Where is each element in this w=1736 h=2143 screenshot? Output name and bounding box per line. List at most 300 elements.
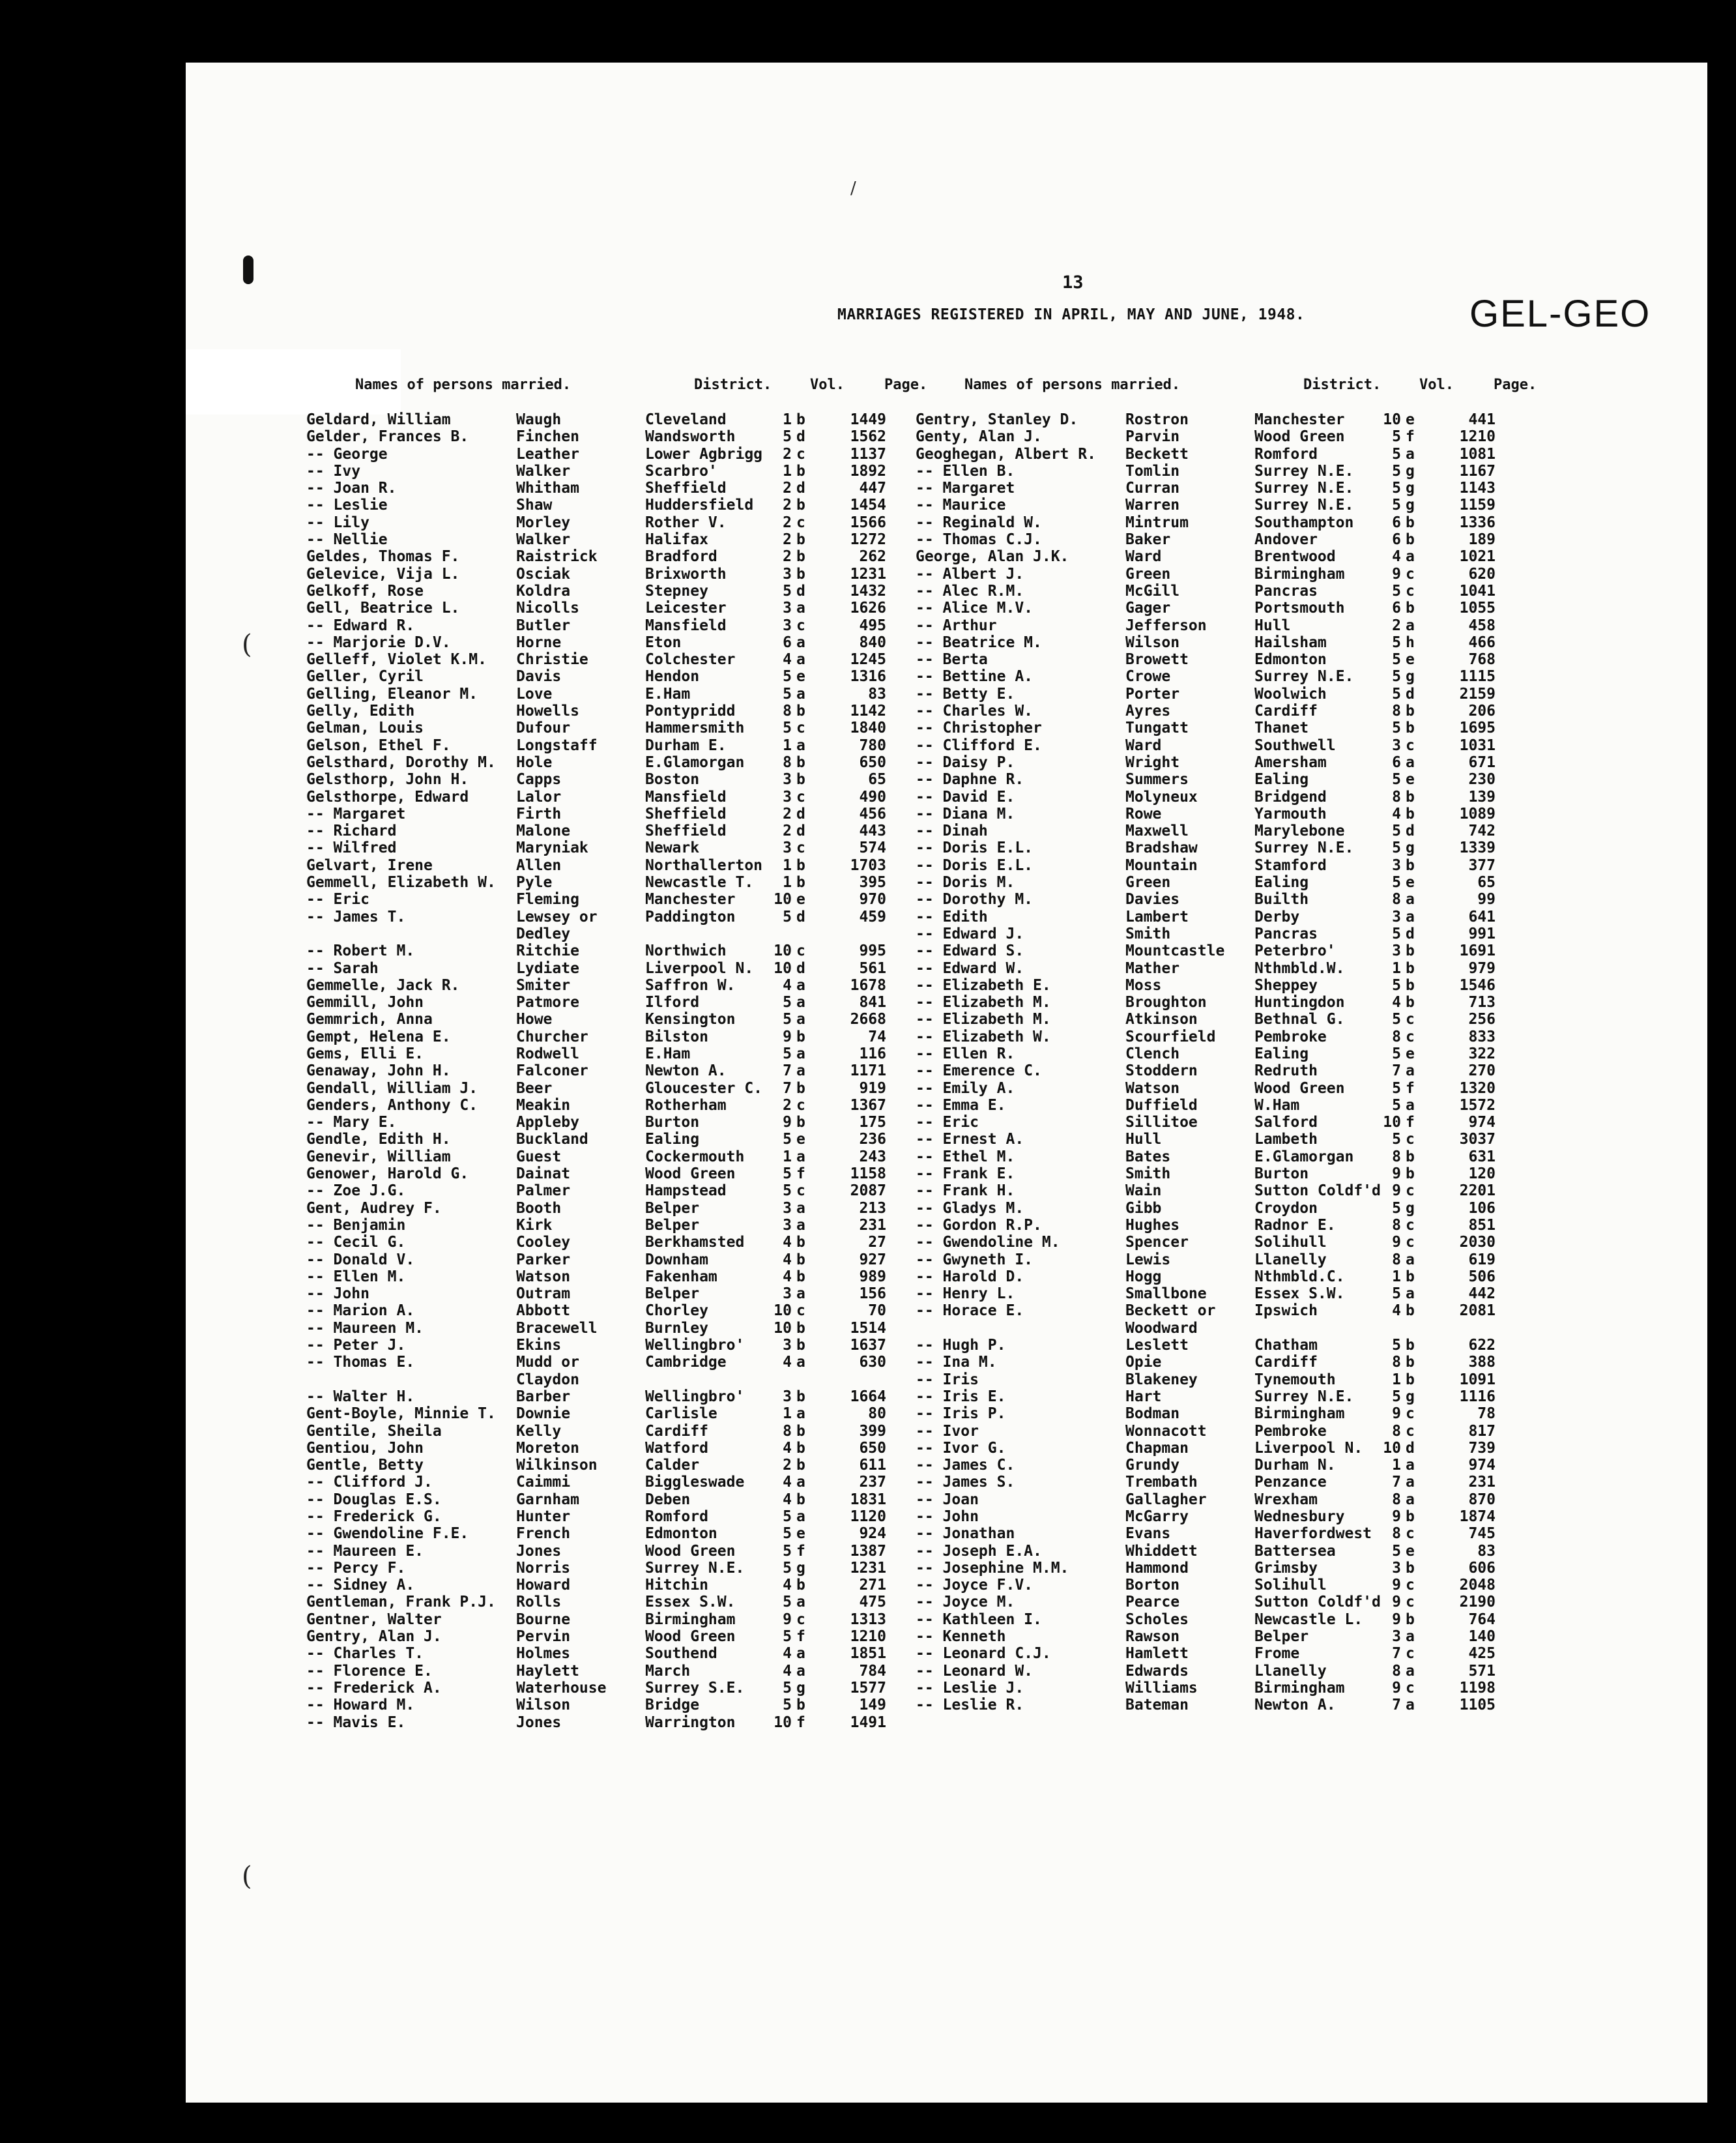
entry-volume: 7	[783, 1062, 792, 1080]
entry-volume: 5	[783, 428, 792, 446]
entry-volume-letter: b	[1406, 1302, 1415, 1320]
entry-page: 1313	[850, 1611, 886, 1628]
entry-page: 65	[868, 771, 886, 789]
entry-volume-letter: c	[1406, 1028, 1415, 1045]
entry-district: Pembroke	[1254, 1028, 1327, 1045]
entry-district: Huddersfield	[645, 497, 754, 514]
entry-name: Gelman, Louis	[306, 720, 424, 737]
entry-volume-letter: b	[1406, 1354, 1415, 1371]
entry-page: 1367	[850, 1096, 886, 1114]
entry-volume: 5	[1392, 668, 1401, 686]
entry-district: Calder	[645, 1457, 700, 1474]
entry-spouse-surname: Nicolls	[516, 600, 579, 617]
entry-volume-letter: d	[796, 582, 805, 600]
entry-district: Northwich	[645, 942, 727, 960]
entry-district: Edmonton	[1254, 651, 1327, 669]
entry-spouse-surname: Sillitoe	[1125, 1114, 1198, 1131]
entry-volume: 10	[774, 942, 792, 960]
entry-page: 742	[1468, 823, 1496, 840]
entry-spouse-surname: Guest	[516, 1148, 562, 1165]
entry-volume: 5	[783, 1182, 792, 1200]
entry-volume: 4	[783, 1268, 792, 1285]
entry-volume-letter: b	[796, 1697, 805, 1714]
entry-spouse-surname: Kelly	[516, 1422, 562, 1440]
entry-volume-letter: g	[1406, 1388, 1415, 1405]
entry-volume: 8	[1392, 1148, 1401, 1165]
entry-name: -- Richard	[306, 823, 397, 840]
entry-volume: 6	[783, 634, 792, 651]
entry-district: Frome	[1254, 1645, 1300, 1663]
entry-volume-letter: g	[796, 1559, 805, 1577]
entry-volume-letter: a	[796, 1148, 805, 1165]
entry-volume: 8	[1392, 891, 1401, 909]
entry-page: 395	[859, 874, 886, 892]
entry-volume-letter: b	[796, 565, 805, 583]
entry-spouse-surname: Warren	[1125, 497, 1180, 514]
entry-page: 1637	[850, 1337, 886, 1354]
entry-volume-letter: c	[1406, 1645, 1415, 1663]
entry-volume-letter: d	[1406, 925, 1415, 942]
entry-volume: 10	[774, 891, 792, 909]
entry-page: 495	[859, 617, 886, 634]
entry-district: Croydon	[1254, 1199, 1318, 1217]
entry-spouse-surname: Davies	[1125, 891, 1180, 909]
entry-name: Genevir, William	[306, 1148, 451, 1165]
entry-volume-letter: c	[1406, 1234, 1415, 1251]
entry-volume: 1	[1392, 1268, 1401, 1285]
entry-volume: 10	[1383, 411, 1401, 428]
entry-page: 262	[859, 548, 886, 566]
entry-volume-letter: c	[796, 942, 805, 960]
entry-volume: 2	[783, 531, 792, 549]
entry-district: Romford	[645, 1508, 708, 1525]
entry-district: Newcastle T.	[645, 874, 754, 892]
entry-district: Lambeth	[1254, 1131, 1318, 1148]
entry-page: 650	[859, 1439, 886, 1457]
entry-spouse-surname: Duffield	[1125, 1096, 1198, 1114]
entry-district: Ipswich	[1254, 1302, 1318, 1320]
entry-district: Hampstead	[645, 1182, 727, 1200]
entry-spouse-surname: Leslett	[1125, 1337, 1189, 1354]
entry-volume: 10	[1383, 1439, 1401, 1457]
entry-name: Gentile, Sheila	[306, 1422, 442, 1440]
entry-volume: 8	[1392, 1422, 1401, 1440]
entry-volume: 5	[1392, 823, 1401, 840]
entry-volume: 3	[783, 600, 792, 617]
entry-volume: 8	[1392, 703, 1401, 720]
entry-volume-letter: b	[1406, 959, 1415, 977]
entry-volume-letter: b	[1406, 1559, 1415, 1577]
entry-page: 2081	[1459, 1302, 1496, 1320]
entry-volume: 3	[783, 1337, 792, 1354]
entry-volume-letter: b	[796, 1439, 805, 1457]
entry-name: -- Sidney A.	[306, 1577, 415, 1594]
entry-name: -- Iris E.	[916, 1388, 1006, 1405]
entry-volume: 5	[783, 994, 792, 1012]
entry-name: -- Alec R.M.	[916, 582, 1024, 600]
entry-volume-letter: b	[1406, 1337, 1415, 1354]
entry-spouse-surname: Booth	[516, 1199, 562, 1217]
entry-volume: 5	[783, 582, 792, 600]
entry-page: 1089	[1459, 805, 1496, 823]
entry-spouse-surname: Green	[1125, 565, 1171, 583]
entry-spouse-surname: Fleming	[516, 891, 579, 909]
entry-page: 1091	[1459, 1371, 1496, 1388]
entry-name: -- Ellen R.	[916, 1045, 1015, 1062]
entry-volume-letter: a	[1406, 1062, 1415, 1080]
entry-district: Wednesbury	[1254, 1508, 1345, 1525]
entry-name: -- Maurice	[916, 497, 1006, 514]
entry-volume: 1	[783, 462, 792, 480]
entry-volume: 3	[1392, 856, 1401, 874]
entry-name: -- Edith	[916, 908, 988, 926]
entry-spouse-surname: Capps	[516, 771, 562, 789]
entry-district: Berkhamsted	[645, 1234, 745, 1251]
entry-district: Wrexham	[1254, 1491, 1318, 1508]
entry-page: 106	[1468, 1199, 1496, 1217]
entry-district: Solihull	[1254, 1577, 1327, 1594]
entry-page: 622	[1468, 1337, 1496, 1354]
entry-volume-letter: a	[796, 1405, 805, 1423]
entry-volume: 3	[783, 788, 792, 806]
entry-volume-letter: a	[796, 1508, 805, 1525]
entry-volume-letter: c	[796, 720, 805, 737]
entry-name: -- Benjamin	[306, 1216, 406, 1234]
entry-name: -- Margaret	[916, 480, 1015, 497]
entry-volume: 4	[783, 1662, 792, 1680]
entry-volume-letter: a	[1406, 1096, 1415, 1114]
entry-spouse-surname: Blakeney	[1125, 1371, 1198, 1388]
header-page: Page.	[884, 377, 928, 393]
entry-page: 1158	[850, 1165, 886, 1183]
entry-page: 237	[859, 1474, 886, 1491]
entry-name: -- Ivor G.	[916, 1439, 1006, 1457]
entry-spouse-surname: Maxwell	[1125, 823, 1189, 840]
entry-district: Northallerton	[645, 856, 763, 874]
entry-district: Belper	[645, 1285, 700, 1303]
entry-page: 388	[1468, 1354, 1496, 1371]
entry-volume: 3	[783, 565, 792, 583]
entry-spouse-surname: Parvin	[1125, 428, 1180, 446]
entry-name: -- Clifford J.	[306, 1474, 433, 1491]
entry-district: Sheffield	[645, 823, 727, 840]
entry-district: Eton	[645, 634, 682, 651]
entry-district: Saffron W.	[645, 976, 736, 994]
entry-page: 1691	[1459, 942, 1496, 960]
entry-volume: 1	[1392, 959, 1401, 977]
entry-page: 1831	[850, 1491, 886, 1508]
entry-volume: 5	[1392, 874, 1401, 892]
entry-page: 1432	[850, 582, 886, 600]
entry-page: 65	[1477, 874, 1496, 892]
entry-spouse-surname: Howells	[516, 703, 579, 720]
entry-volume: 1	[1392, 1457, 1401, 1474]
entry-name: -- Frederick G.	[306, 1508, 442, 1525]
entry-volume: 7	[1392, 1474, 1401, 1491]
entry-volume: 2	[1392, 617, 1401, 634]
entry-spouse-surname: Atkinson	[1125, 1011, 1198, 1028]
entry-spouse-surname: Smith	[1125, 1165, 1171, 1183]
entry-volume: 3	[783, 839, 792, 857]
header-names: Names of persons married.	[355, 377, 571, 393]
entry-volume: 5	[783, 685, 792, 703]
entry-spouse-surname: Palmer	[516, 1182, 571, 1200]
entry-page: 768	[1468, 651, 1496, 669]
entry-volume: 4	[783, 1474, 792, 1491]
entry-spouse-surname: Ritchie	[516, 942, 579, 960]
entry-name: -- Margaret	[306, 805, 406, 823]
entry-district: Yarmouth	[1254, 805, 1327, 823]
entry-spouse-surname: Buckland	[516, 1131, 588, 1148]
entry-name: -- Charles T.	[306, 1645, 424, 1663]
entry-page: 70	[868, 1302, 886, 1320]
entry-spouse-surname: Beckett or	[1125, 1302, 1216, 1320]
entry-spouse-surname: Hogg	[1125, 1268, 1162, 1285]
entry-name: -- Christopher	[916, 720, 1042, 737]
entry-volume: 4	[783, 1251, 792, 1268]
entry-district: Ilford	[645, 994, 700, 1012]
entry-page: 270	[1468, 1062, 1496, 1080]
entry-volume-letter: b	[796, 1337, 805, 1354]
entry-volume: 5	[1392, 1096, 1401, 1114]
entry-volume: 3	[783, 1216, 792, 1234]
entry-district: Cleveland	[645, 411, 727, 428]
entry-volume-letter: b	[796, 1491, 805, 1508]
entry-page: 1171	[850, 1062, 886, 1080]
entry-spouse-surname: Wain	[1125, 1182, 1162, 1200]
entry-name: Gent-Boyle, Minnie T.	[306, 1405, 496, 1423]
entry-name: -- Horace E.	[916, 1302, 1024, 1320]
entry-name: -- Ina M.	[916, 1354, 997, 1371]
entry-name: Gelly, Edith	[306, 703, 415, 720]
entry-page: 1577	[850, 1679, 886, 1697]
entry-spouse-surname: Stoddern	[1125, 1062, 1198, 1080]
entry-page: 840	[859, 634, 886, 651]
margin-mark: (	[242, 630, 252, 660]
entry-page: 243	[859, 1148, 886, 1165]
entry-spouse-surname: Barber	[516, 1388, 571, 1405]
entry-district: Pembroke	[1254, 1422, 1327, 1440]
entry-volume: 5	[1392, 1285, 1401, 1303]
entry-page: 399	[859, 1422, 886, 1440]
entry-name: Geldard, William	[306, 411, 451, 428]
entry-spouse-surname: Ekins	[516, 1337, 562, 1354]
entry-spouse-surname: Lambert	[1125, 908, 1189, 926]
entry-volume-letter: f	[1406, 428, 1415, 446]
entry-volume-letter: a	[1406, 617, 1415, 634]
entry-volume: 9	[783, 1611, 792, 1628]
entry-spouse-surname: Hole	[516, 753, 553, 771]
entry-page: 140	[1468, 1628, 1496, 1646]
entry-volume-letter: a	[796, 1474, 805, 1491]
entry-district: Sutton Coldf'd	[1254, 1182, 1381, 1200]
entry-district: Thanet	[1254, 720, 1309, 737]
entry-page: 713	[1468, 994, 1496, 1012]
entry-page: 1120	[850, 1508, 886, 1525]
entry-spouse-surname: Lewsey or	[516, 908, 598, 926]
entry-spouse-surname: Patmore	[516, 994, 579, 1012]
entry-volume-letter: c	[796, 839, 805, 857]
entry-district: Durham N.	[1254, 1457, 1336, 1474]
entry-volume-letter: e	[796, 1525, 805, 1543]
entry-name: -- Jonathan	[916, 1525, 1015, 1543]
entry-spouse-surname: Scholes	[1125, 1611, 1189, 1628]
entry-spouse-surname: Porter	[1125, 685, 1180, 703]
entry-page: 83	[1477, 1542, 1496, 1560]
entry-spouse-surname: Watson	[1125, 1079, 1180, 1097]
entry-volume-letter: c	[796, 788, 805, 806]
entry-volume-letter: b	[796, 1319, 805, 1337]
entry-district: Ealing	[1254, 874, 1309, 892]
entry-district: Wellingbro'	[645, 1337, 745, 1354]
entry-name: Gems, Elli E.	[306, 1045, 424, 1062]
entry-spouse-surname: Pyle	[516, 874, 553, 892]
entry-name: Gelling, Eleanor M.	[306, 685, 478, 703]
entry-name: -- Florence E.	[306, 1662, 433, 1680]
entry-district: Sheffield	[645, 480, 727, 497]
entry-page: 1892	[850, 462, 886, 480]
entry-name: -- George	[306, 445, 388, 463]
entry-page: 206	[1468, 703, 1496, 720]
entry-spouse-surname: Holmes	[516, 1645, 571, 1663]
entry-name: -- Mavis E.	[306, 1713, 406, 1731]
entry-volume: 5	[1392, 651, 1401, 669]
entry-page: 447	[859, 480, 886, 497]
entry-district: Birmingham	[1254, 1405, 1345, 1423]
entry-district: Romford	[1254, 445, 1318, 463]
entry-volume-letter: f	[796, 1713, 805, 1731]
entry-volume: 3	[783, 1285, 792, 1303]
entry-volume-letter: a	[1406, 1474, 1415, 1491]
entry-volume: 9	[1392, 1594, 1401, 1611]
entry-page: 1840	[850, 720, 886, 737]
entry-name: -- Maureen M.	[306, 1319, 424, 1337]
entry-spouse-surname: Falconer	[516, 1062, 588, 1080]
entry-district: Birmingham	[1254, 1679, 1345, 1697]
entry-name: Gemmrich, Anna	[306, 1011, 433, 1028]
entry-volume: 6	[1392, 600, 1401, 617]
entry-district: Ealing	[1254, 771, 1309, 789]
entry-spouse-surname: Bateman	[1125, 1697, 1189, 1714]
entry-volume: 10	[774, 1319, 792, 1337]
entry-district: Paddington	[645, 908, 736, 926]
entry-volume-letter: b	[796, 1251, 805, 1268]
entry-volume: 5	[783, 1628, 792, 1646]
entry-volume: 7	[783, 1079, 792, 1097]
entry-name: -- Ethel M.	[916, 1148, 1015, 1165]
entry-name: -- Doris E.L.	[916, 856, 1034, 874]
entry-name: -- Kenneth	[916, 1628, 1006, 1646]
entry-spouse-surname: Summers	[1125, 771, 1189, 789]
entry-district: Ealing	[645, 1131, 700, 1148]
entry-spouse-surname: Lalor	[516, 788, 562, 806]
entry-district: Burton	[1254, 1165, 1309, 1183]
entry-page: 213	[859, 1199, 886, 1217]
entry-volume-letter: b	[1406, 856, 1415, 874]
entry-district: Pancras	[1254, 925, 1318, 942]
entry-spouse-surname: Walker	[516, 462, 571, 480]
entry-spouse-surname: Howe	[516, 1011, 553, 1028]
entry-volume: 4	[783, 1491, 792, 1508]
entry-spouse-surname: Firth	[516, 805, 562, 823]
entry-spouse-surname: Wonnacott	[1125, 1422, 1207, 1440]
entry-volume-letter: c	[1406, 565, 1415, 583]
entry-name: -- Charles W.	[916, 703, 1034, 720]
entry-spouse-surname: Dainat	[516, 1165, 571, 1183]
entry-volume: 4	[783, 1354, 792, 1371]
entry-spouse-surname: Green	[1125, 874, 1171, 892]
entry-spouse-surname: Bates	[1125, 1148, 1171, 1165]
entry-page: 630	[859, 1354, 886, 1371]
entry-spouse-surname: Hughes	[1125, 1216, 1180, 1234]
entry-spouse-surname: Moss	[1125, 976, 1162, 994]
entry-page: 833	[1468, 1028, 1496, 1045]
entry-name: -- Arthur	[916, 617, 997, 634]
entry-name: -- Henry L.	[916, 1285, 1015, 1303]
entry-district: Colchester	[645, 651, 736, 669]
entry-name: -- Josephine M.M.	[916, 1559, 1069, 1577]
entry-district: Huntingdon	[1254, 994, 1345, 1012]
entry-page: 1695	[1459, 720, 1496, 737]
entry-spouse-surname: Christie	[516, 651, 588, 669]
entry-spouse-surname: Smallbone	[1125, 1285, 1207, 1303]
entry-volume-letter: b	[1406, 531, 1415, 549]
entry-volume: 2	[783, 497, 792, 514]
entry-volume-letter: g	[1406, 497, 1415, 514]
entry-volume-letter: a	[1406, 1491, 1415, 1508]
entry-spouse-surname: Wright	[1125, 753, 1180, 771]
entry-district: Tynemouth	[1254, 1371, 1336, 1388]
entry-spouse-surname: Hammond	[1125, 1559, 1189, 1577]
entry-volume: 2	[783, 445, 792, 463]
entry-spouse-surname: Pearce	[1125, 1594, 1180, 1611]
entry-page: 27	[868, 1234, 886, 1251]
entry-spouse-surname: Howard	[516, 1577, 571, 1594]
entry-volume-letter: d	[796, 480, 805, 497]
entry-name: Gentry, Alan J.	[306, 1628, 442, 1646]
entry-name: -- Reginald W.	[916, 514, 1042, 531]
entry-spouse-surname: Rostron	[1125, 411, 1189, 428]
entry-name: Gelder, Frances B.	[306, 428, 469, 446]
entry-volume-letter: b	[796, 1234, 805, 1251]
entry-spouse-surname: Jones	[516, 1713, 562, 1731]
entry-volume-letter: a	[796, 1199, 805, 1217]
entry-volume-letter: a	[796, 1594, 805, 1611]
entry-spouse-surname: Scourfield	[1125, 1028, 1216, 1045]
entry-volume: 2	[783, 1457, 792, 1474]
entry-volume-letter: a	[1406, 1251, 1415, 1268]
entry-volume: 8	[1392, 1216, 1401, 1234]
entry-page: 1245	[850, 651, 886, 669]
entry-volume: 5	[783, 1508, 792, 1525]
entry-name: -- Frederick A.	[306, 1679, 442, 1697]
entry-volume: 3	[783, 1199, 792, 1217]
entry-district: Belper	[1254, 1628, 1309, 1646]
entry-volume: 5	[1392, 634, 1401, 651]
page-title: MARRIAGES REGISTERED IN APRIL, MAY AND JUNE, 1948.	[837, 306, 1305, 323]
entry-spouse-surname: Evans	[1125, 1525, 1171, 1543]
entry-spouse-surname: Abbott	[516, 1302, 571, 1320]
entry-volume: 8	[1392, 1028, 1401, 1045]
entry-volume: 8	[1392, 1525, 1401, 1543]
entry-page: 1159	[1459, 497, 1496, 514]
entry-volume-letter: b	[1406, 1371, 1415, 1388]
entry-district: E.Glamorgan	[645, 753, 745, 771]
entry-volume: 8	[1392, 1251, 1401, 1268]
entry-page: 979	[1468, 959, 1496, 977]
entry-volume: 5	[783, 1131, 792, 1148]
entry-volume-letter: c	[1406, 1679, 1415, 1697]
